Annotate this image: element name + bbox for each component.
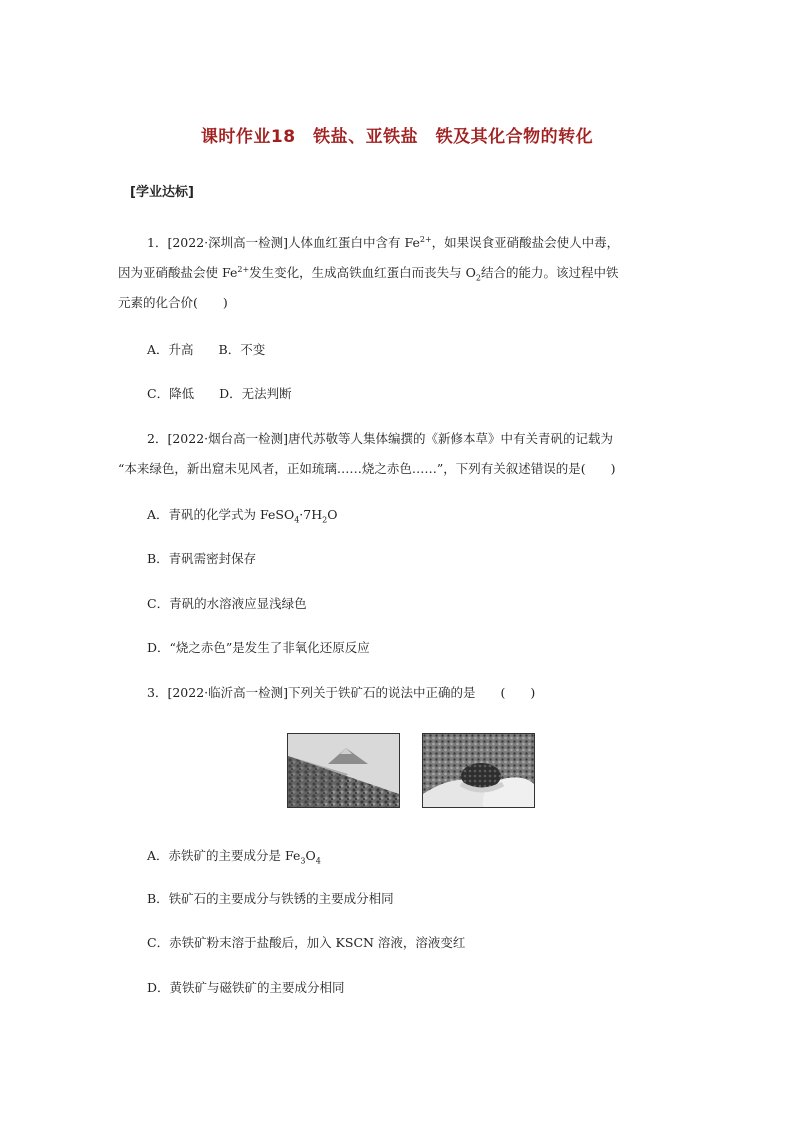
q1-line1: [147, 233, 619, 251]
q2-h2-subscript: 2: [322, 515, 328, 525]
q2-option-a: [147, 505, 337, 525]
q1-options-cd: C．降低 D．无法判断: [147, 386, 292, 401]
hands-holding-ore-image: [423, 734, 534, 807]
q1-line1-text-end: ，如果误食亚硝酸盐会使人中毒，: [431, 235, 620, 250]
q3-o4-subscript: 4: [315, 856, 321, 866]
q2-option-a-mid: ·7H: [299, 507, 323, 522]
q1-line1-text: 1．[2022·深圳高一检测]人体血红蛋白中含有 Fe: [147, 235, 420, 250]
q2-line1: 2．[2022·烟台高一检测]唐代苏敬等人集体编撰的《新修本草》中有关青矾的记载为: [147, 431, 613, 446]
q1-fe-charge-2: 2+: [237, 264, 250, 274]
q3-option-b: B．铁矿石的主要成分与铁锈的主要成分相同: [147, 891, 394, 906]
q2-line2: “本来绿色，新出窟未见风者，正如琉璃……烧之赤色……”，下列有关叙述错误的是( ): [118, 461, 616, 476]
q1-o2-subscript: 2: [475, 273, 481, 283]
q2-option-a-end: O: [327, 507, 338, 522]
q1-fe-charge: 2+: [419, 234, 432, 244]
iron-ore-mountain-photo: [287, 733, 400, 808]
page-title: 课时作业18 铁盐、亚铁盐 铁及其化合物的转化: [200, 127, 594, 147]
q2-option-d: D．“烧之赤色”是发生了非氧化还原反应: [147, 640, 370, 655]
q1-line2: [118, 263, 619, 283]
section-heading: [学业达标]: [130, 185, 194, 200]
mountain-rocks-image: [288, 734, 399, 807]
q3-line1: 3．[2022·临沂高一检测]下列关于铁矿石的说法中正确的是 ( ): [147, 685, 536, 700]
q3-option-a-text: A．赤铁矿的主要成分是 Fe: [147, 848, 301, 863]
q1-line2-text: 因为亚硝酸盐会使 Fe: [118, 265, 238, 280]
iron-ore-hands-photo: [422, 733, 535, 808]
q3-option-a-mid: O: [305, 848, 316, 863]
q2-option-b: B．青矾需密封保存: [147, 551, 257, 566]
q1-line2-end: 结合的能力。该过程中铁: [481, 265, 619, 280]
q3-option-d: D．黄铁矿与磁铁矿的主要成分相同: [147, 980, 345, 995]
q1-line2-mid: 发生变化，生成高铁血红蛋白而丧失与 O: [249, 265, 476, 280]
q1-options-ab: A．升高 B．不变: [147, 342, 266, 357]
q1-line3: 元素的化合价( ): [118, 295, 228, 310]
q2-option-a-text: A．青矾的化学式为 FeSO: [147, 507, 295, 522]
q3-fe3-subscript: 3: [300, 856, 306, 866]
q3-option-c: C．赤铁矿粉末溶于盐酸后，加入 KSCN 溶液，溶液变红: [147, 935, 466, 950]
q2-option-c: C．青矾的水溶液应显浅绿色: [147, 596, 307, 611]
q2-so4-subscript: 4: [294, 515, 300, 525]
q3-option-a: [147, 846, 321, 866]
